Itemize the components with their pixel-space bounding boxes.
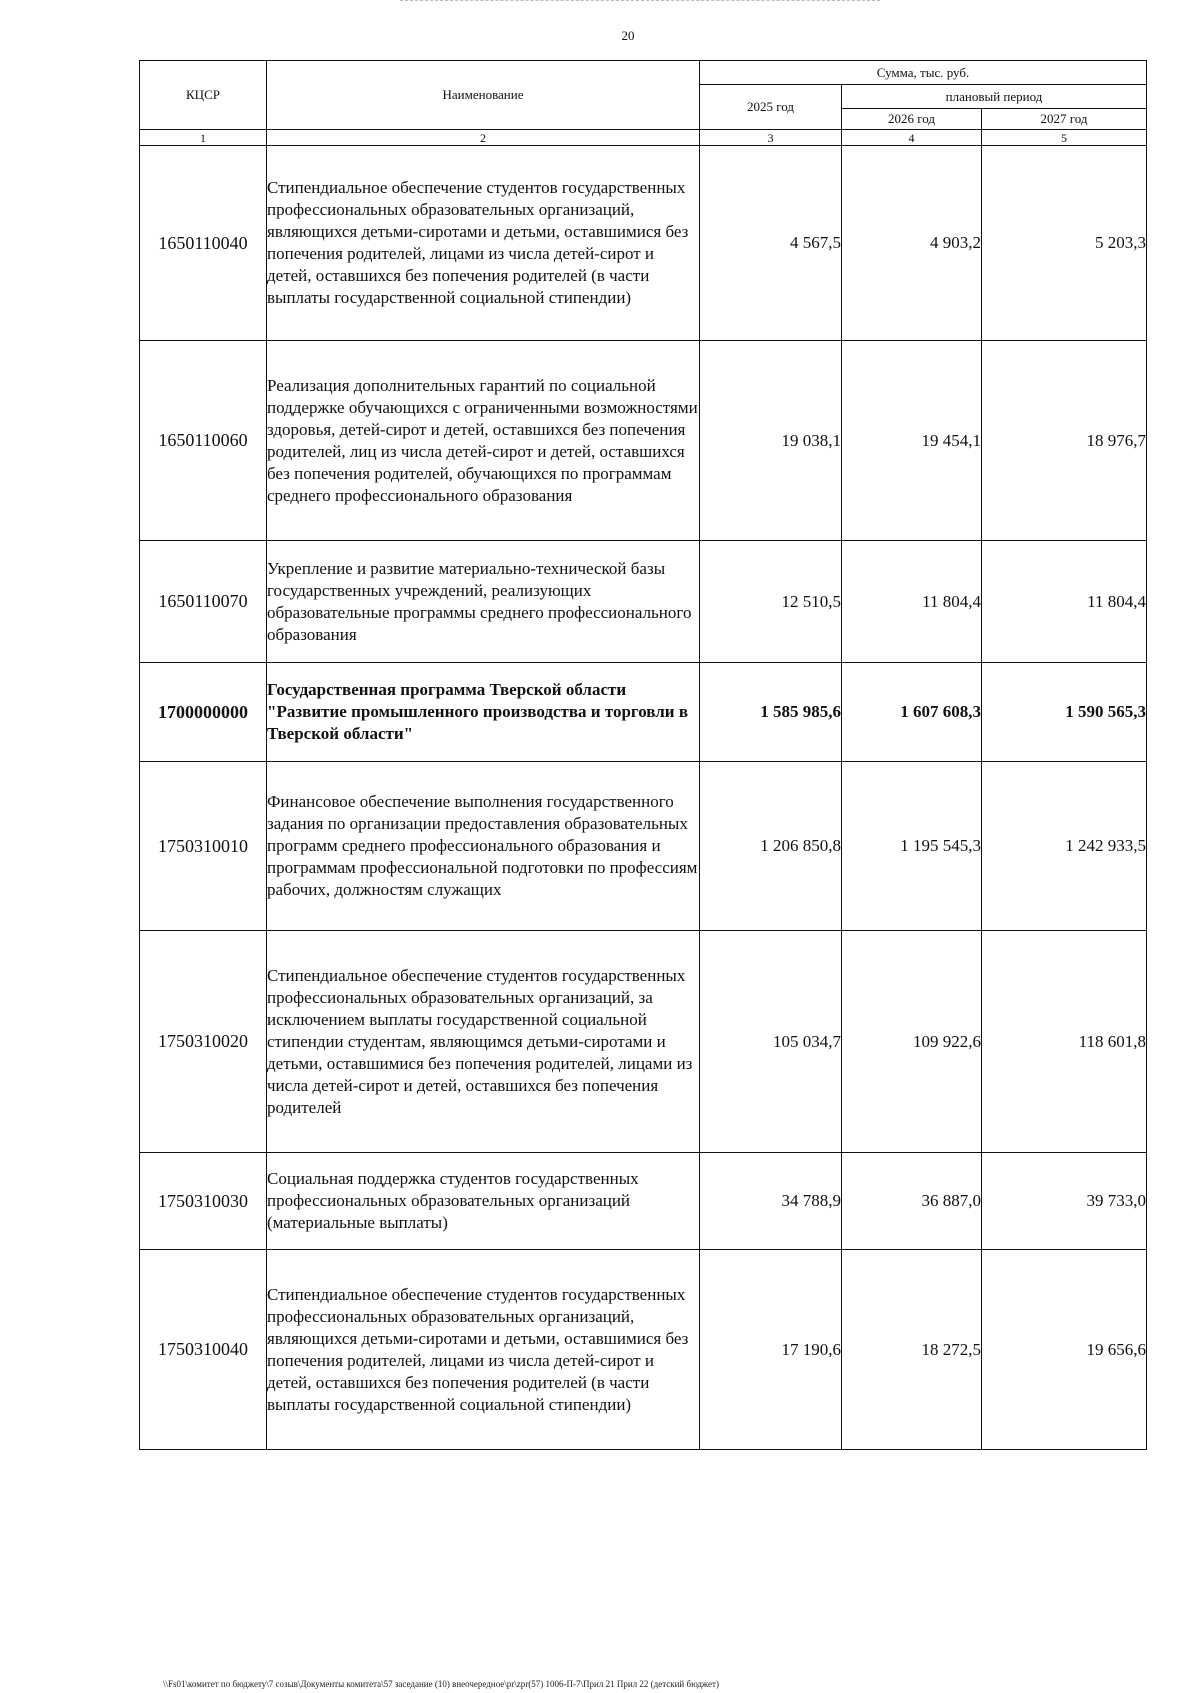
table-row [140, 1250, 1147, 1450]
row-value-2025: 1 585 985,6 [700, 663, 842, 762]
header-year-2027: 2027 год [982, 109, 1147, 130]
row-code: 1750310040 [140, 1250, 267, 1450]
table-row [140, 541, 1147, 663]
row-value-2025: 34 788,9 [700, 1153, 842, 1250]
row-code: 1650110040 [140, 146, 267, 341]
row-value-2025: 4 567,5 [700, 146, 842, 341]
table-row [140, 762, 1147, 931]
row-value-2026: 1 195 545,3 [842, 762, 982, 931]
row-value-2027: 1 590 565,3 [982, 663, 1147, 762]
page-number: 20 [621, 28, 635, 43]
table-row [140, 146, 1147, 341]
row-name: Финансовое обеспечение выполнения государственного задания по организации предоставления образовательных программ среднего профессионального образования и программам профессиональной подготовки по профессиям рабочих, должностям служащих [267, 762, 700, 931]
row-name: Стипендиальное обеспечение студентов государственных профессиональных образовательных организаций, являющихся детьми-сиротами и детьми, оставшимися без попечения родителей, лицами из числа детей-сирот и детей, оставшихся без попечения родителей (в части выплаты государственной социальной стипендии) [267, 1250, 700, 1450]
column-number: 4 [842, 130, 982, 146]
row-name: Стипендиальное обеспечение студентов государственных профессиональных образовательных организаций, за исключением выплаты государственной социальной стипендии студентам, являющимся детьми-сиротами и детьми, оставшимися без попечения родителей, лицами из числа детей-сирот и детей, оставшихся без попечения родителей [267, 931, 700, 1153]
row-code: 1650110060 [140, 341, 267, 541]
row-value-2026: 19 454,1 [842, 341, 982, 541]
row-value-2027: 19 656,6 [982, 1250, 1147, 1450]
row-value-2027: 118 601,8 [982, 931, 1147, 1153]
row-name: Стипендиальное обеспечение студентов государственных профессиональных образовательных организаций, являющихся детьми-сиротами и детьми, оставшимися без попечения родителей, лицами из числа детей-сирот и детей, оставшихся без попечения родителей (в части выплаты государственной социальной стипендии) [267, 146, 700, 341]
row-value-2027: 39 733,0 [982, 1153, 1147, 1250]
column-number: 1 [140, 130, 267, 146]
table-row [140, 931, 1147, 1153]
row-value-2027: 5 203,3 [982, 146, 1147, 341]
column-number: 3 [700, 130, 842, 146]
row-code: 1750310010 [140, 762, 267, 931]
row-value-2026: 1 607 608,3 [842, 663, 982, 762]
row-code: 1750310030 [140, 1153, 267, 1250]
scan-artifact-line [400, 0, 880, 4]
row-value-2025: 105 034,7 [700, 931, 842, 1153]
row-value-2027: 1 242 933,5 [982, 762, 1147, 931]
budget-table [139, 60, 1147, 1450]
row-value-2026: 11 804,4 [842, 541, 982, 663]
row-code: 1650110070 [140, 541, 267, 663]
row-value-2026: 109 922,6 [842, 931, 982, 1153]
column-number: 2 [267, 130, 700, 146]
row-value-2025: 12 510,5 [700, 541, 842, 663]
row-code: 1700000000 [140, 663, 267, 762]
file-path-footer: \\Fs01\комитет по бюджету\7 созыв\Документы комитета\57 заседание (10) внеочередное\pr\zpr(57) 1006-П-7\Прил 21 Прил 22 (детский бюджет) [163, 1679, 719, 1689]
row-name: Государственная программа Тверской области "Развитие промышленного производства и торговли в Тверской области" [267, 663, 700, 762]
row-value-2025: 19 038,1 [700, 341, 842, 541]
header-planning-period: плановый период [842, 85, 1147, 109]
header-kcsr: КЦСР [140, 61, 267, 130]
column-number-row [140, 130, 1147, 146]
table-row-program [140, 663, 1147, 762]
row-code: 1750310020 [140, 931, 267, 1153]
row-value-2026: 36 887,0 [842, 1153, 982, 1250]
header-sum: Сумма, тыс. руб. [700, 61, 1147, 85]
table-row [140, 341, 1147, 541]
row-value-2025: 17 190,6 [700, 1250, 842, 1450]
header-name: Наименование [267, 61, 700, 130]
row-value-2025: 1 206 850,8 [700, 762, 842, 931]
row-name: Социальная поддержка студентов государственных профессиональных образовательных организаций (материальные выплаты) [267, 1153, 700, 1250]
table-row [140, 1153, 1147, 1250]
header-year-2026: 2026 год [842, 109, 982, 130]
row-value-2027: 18 976,7 [982, 341, 1147, 541]
row-value-2026: 4 903,2 [842, 146, 982, 341]
row-name: Реализация дополнительных гарантий по социальной поддержке обучающихся с ограниченными возможностями здоровья, детей-сирот и детей, оставшихся без попечения родителей, лиц из числа детей-сирот и детей, оставшихся без попечения родителей, обучающихся по программам среднего профессионального образования [267, 341, 700, 541]
header-year-2025: 2025 год [700, 85, 842, 130]
column-number: 5 [982, 130, 1147, 146]
row-name: Укрепление и развитие материально-технической базы государственных учреждений, реализующих образовательные программы среднего профессионального образования [267, 541, 700, 663]
row-value-2027: 11 804,4 [982, 541, 1147, 663]
row-value-2026: 18 272,5 [842, 1250, 982, 1450]
